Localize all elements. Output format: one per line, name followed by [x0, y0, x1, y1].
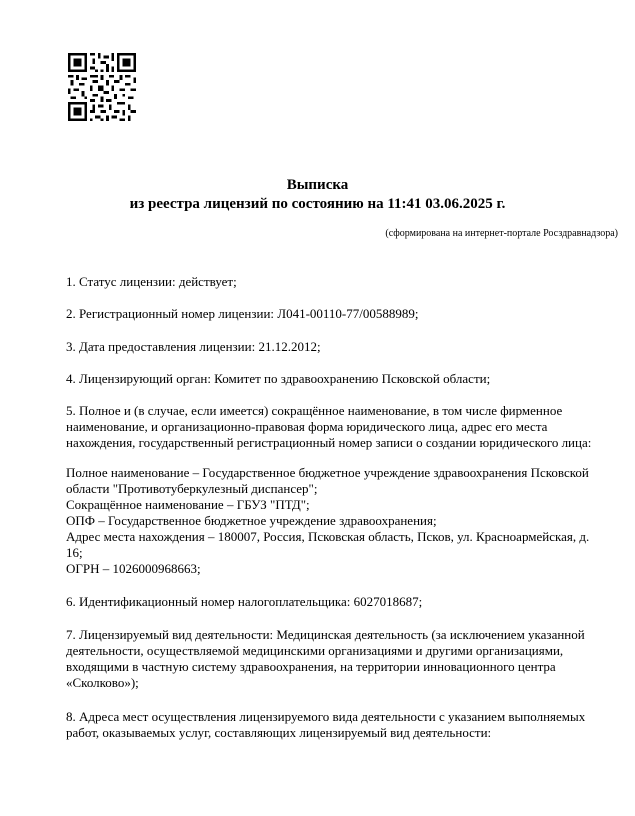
license-status: 1. Статус лицензии: действует;: [66, 274, 237, 289]
organization-heading: [66, 403, 612, 451]
text-line: 8. Адреса мест осуществления лицензируемого вида деятельности с указанием выполняемых: [66, 709, 586, 724]
text-line: Полное наименование – Государственное бюджетное учреждение здравоохранения Псковской: [66, 465, 589, 480]
text-line: входящими в частную систему здравоохранения, на территории инновационного центра: [66, 659, 556, 674]
text-line: деятельности, осуществляемой медицинскими организациями и другими организациями,: [66, 643, 564, 658]
taxpayer-id: 6. Идентификационный номер налогоплательщика: 6027018687;: [66, 594, 423, 609]
qr-code: [68, 53, 136, 121]
activity-addresses: [66, 709, 612, 741]
organization-details: [66, 465, 612, 577]
licensed-activity: [66, 627, 612, 691]
text-line: ОПФ – Государственное бюджетное учреждение здравоохранения;: [66, 513, 437, 528]
text-line: Сокращённое наименование – ГБУЗ "ПТД";: [66, 497, 310, 512]
text-line: работ, оказываемых услуг, составляющих лицензируемый вид деятельности:: [66, 725, 492, 740]
text-line: Адрес места нахождения – 180007, Россия, Псковская область, Псков, ул. Красноармейская, д.: [66, 529, 590, 544]
text-line: 16;: [66, 545, 83, 560]
text-line: 5. Полное и (в случае, если имеется) сокращённое наименование, в том числе фирменное: [66, 403, 563, 418]
licensing-authority: 4. Лицензирующий орган: Комитет по здравоохранению Псковской области;: [66, 371, 491, 386]
source-note: (сформирована на интернет-портале Росздравнадзора): [385, 228, 618, 239]
text-line: области "Противотуберкулезный диспансер";: [66, 481, 318, 496]
text-line: «Сколково»);: [66, 675, 139, 690]
text-line: ОГРН – 1026000968663;: [66, 561, 201, 576]
document-title: Выписка: [286, 177, 349, 193]
license-date: 3. Дата предоставления лицензии: 21.12.2012;: [66, 339, 321, 354]
text-line: нахождения, государственный регистрационный номер записи о создании юридического лица:: [66, 435, 592, 450]
license-number: 2. Регистрационный номер лицензии: Л041-00110-77/00588989;: [66, 306, 419, 321]
text-line: 7. Лицензируемый вид деятельности: Медицинская деятельность (за исключением указанной: [66, 627, 585, 642]
document-subtitle: из реестра лицензий по состоянию на 11:41 03.06.2025 г.: [129, 196, 506, 212]
text-line: наименование, и организационно-правовая форма юридического лица, адрес его места: [66, 419, 548, 434]
